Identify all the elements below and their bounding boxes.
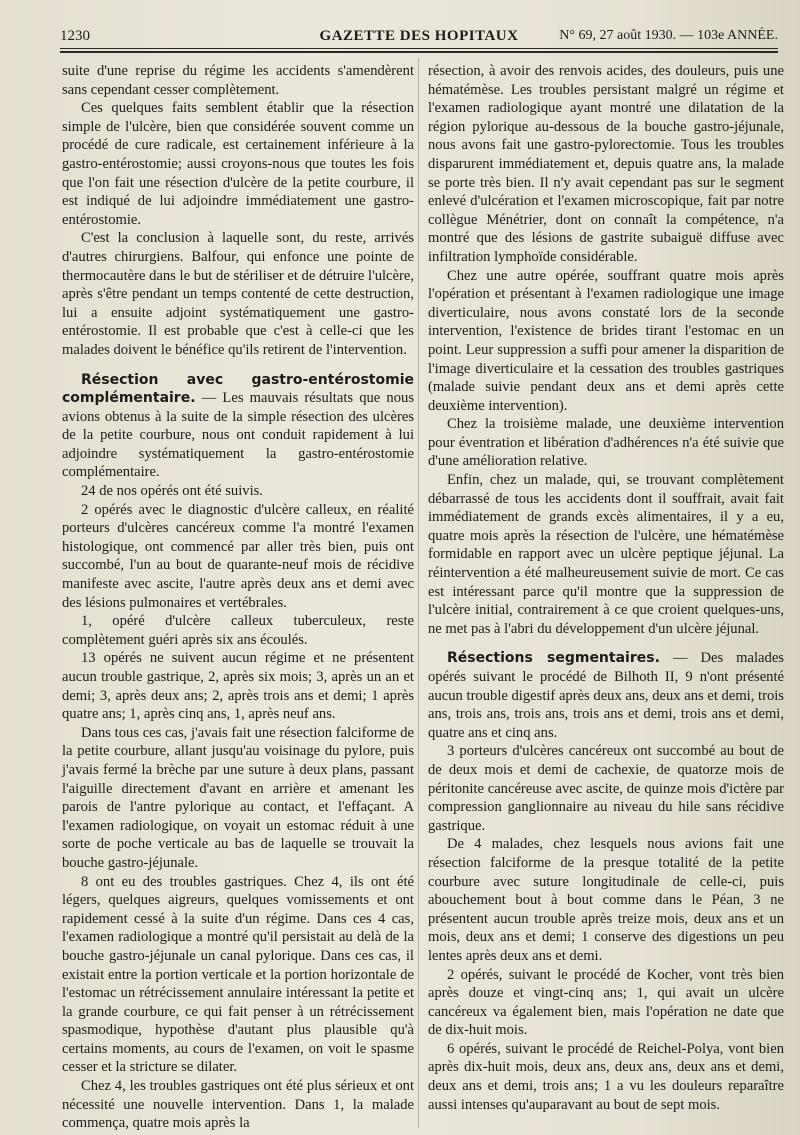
paragraph: 2 opérés avec le diagnostic d'ulcère calleux, en réalité porteurs d'ulcères cancéreux comme l'a montré l'examen histologique, ont commencé par aller très bien, puis ont succombé, l'un au bout de quarante-neuf mois de récidive manifeste avec ascite, l'autre après deux ans et demi avec des lésions pulmonaires et vertébrales. [62, 501, 414, 611]
paragraph: 13 opérés ne suivent aucun régime et ne présentent aucun trouble gastrique, 2, après six mois; 3, après un an et demi; 3, après deux ans; 2, après trois ans et demi; 1 après quatre ans; 1, après cinq ans, 1, après neuf ans. [62, 650, 414, 723]
paragraph: suite d'une reprise du régime les accidents s'amendèrent sans cependant cesser complètement. [62, 63, 414, 98]
section-text: — Les mauvais résultats que nous avions obtenus à la suite de la simple résection des ulcères de la petite courbure, nous ont conduit rapidement à lui adjoindre systématiquement la gastro-entérostomie complémentaire. [62, 390, 414, 481]
paragraph: Ces quelques faits semblent établir que la résection simple de l'ulcère, bien que considérée souvent comme un procédé de cure radicale, est certainement inférieure à la gastro-entérostomie; aussi croyons-nous que toutes les fois que l'on fait une résection d'ulcère de la petite courbure, il est indiqué de lui adjoindre immédiatement une gastro-entérostomie. [62, 100, 414, 228]
header-rule-thin [60, 48, 778, 49]
paragraph: 2 opérés, suivant le procédé de Kocher, vont très bien après douze et vingt-cinq ans; 1, qui avait un ulcère cancéreux va également bien, mais l'opération ne date que de dix-huit mois. [428, 966, 784, 1039]
paragraph: Chez la troisième malade, une deuxième intervention pour éventration et libération d'adhérences n'a été suivie que d'une amélioration relative. [428, 416, 784, 470]
paragraph: 3 porteurs d'ulcères cancéreux ont succombé au bout de de deux mois et demi de cachexie, de quatorze mois de péritonite cancéreuse avec ascite, de quinze mois d'ictère par compression ganglionnaire au niveau du hile sans récidive gastrique. [428, 743, 784, 834]
paragraph: 24 de nos opérés ont été suivis. [80, 483, 263, 500]
paragraph: Enfin, chez un malade, qui, se trouvant complètement débarrassé de tous les accidents dont il souffrait, avait fait immédiatement de grands excès alimentaires, il y a eu, quatre mois après la résection de l'ulcère, une hématémèse formidable en rapport avec un ulcère peptique jéjunal. La réintervention a été malheureusement suivie de mort. Ce cas est intéressant parce qu'il montre que la suppression de l'ulcère initial, contrairement à ce que croient quelques-uns, ne met pas à l'abri du développement d'un ulcère jéjunal. [428, 472, 784, 637]
paragraph: 1, opéré d'ulcère calleux tuberculeux, reste complètement guéri après six ans écoulés. [62, 613, 414, 648]
section-title: Résection avec gastro-entérostomie complémentaire. [62, 371, 414, 407]
section-text: — Des malades opérés suivant le procédé de Bilhoth II, 9 n'ont présenté aucun trouble digestif après deux ans, deux ans et demi, trois ans, trois ans, trois ans, trois ans et demi, trois ans et demi, quatre ans et cinq ans. [428, 650, 784, 741]
journal-title: GAZETTE DES HOPITAUX [319, 28, 519, 44]
page-header [60, 24, 778, 48]
paragraph: 8 ont eu des troubles gastriques. Chez 4, ils ont été légers, quelques aigreurs, quelques vomissements et ont rapidement cessé à la suite d'un régime. Dans ces 4 cas, l'examen radiologique a montré qu'il persistait au delà de la bouche gastro-jéjunale un canal pylorique. Dans ces cas, il existait entre la portion verticale et la portion horizontale de l'estomac un rétrécissement annulaire intéressant la petite et la grande courbure, ce qui fait penser à un rétrécissement spasmodique, hypothèse d'autant plus plausible qu'à certains moments, au cours de l'examen, on voit le spasme cesser et la stricture se dilater. [62, 873, 414, 1076]
paragraph: C'est la conclusion à laquelle sont, du reste, arrivés d'autres chirurgiens. Balfour, qui enfonce une pointe de thermocautère dans le but de stériliser et de détruire l'ulcère, après s'être pendant un temps contenté de cette destruction, lui a ensuite adjoint systématiquement une gastro-entérostomie. Il est probable que c'est à celle-ci que les malades doivent le bénéfice qu'ils retirent de l'intervention. [62, 230, 414, 358]
header-rule-thick [60, 51, 778, 53]
right-column [428, 62, 784, 1114]
paragraph: Dans tous ces cas, j'avais fait une résection falciforme de la petite courbure, allant jusqu'au voisinage du pylore, puis j'avais fermé la brèche par une suture à deux plans, passant l'aiguille directement d'avant en arrière et amenant les parois de l'antre pylorique au contact, et l'effaçant. A l'examen radiologique, on voyait un estomac réduit à une sorte de poche verticale au bas de laquelle se trouvait la bouche gastro-jéjunale. [62, 724, 414, 871]
column-divider [418, 58, 419, 1128]
issue-info: N° 69, 27 août 1930. — 103e ANNÉE. [559, 28, 778, 43]
paragraph: De 4 malades, chez lesquels nous avions fait une résection falciforme de la presque totalité de la petite courbure avec suture longitudinale de celle-ci, puis abouchement bout à bout comme dans le Péan, 3 ne présentent aucun trouble après treize mois, deux ans et un mois, deux ans et demi; 1 conserve des digestions un peu lentes après deux ans et demi. [428, 836, 784, 964]
paragraph: Chez une autre opérée, souffrant quatre mois après l'opération et présentant à l'examen radiologique une image diverticulaire, nous avons constaté lors de la seconde intervention, l'existence de brides tirant l'estomac en un point. Leur suppression a suffi pour amener la disparition de l'image diverticulaire et la cessation des troubles gastriques (malade suivie pendant deux ans et demi après cette deuxième intervention). [428, 267, 784, 414]
paragraph: Chez 4, les troubles gastriques ont été plus sérieux et ont nécessité une nouvelle intervention. Dans 1, la malade commença, quatre mois après la [62, 1078, 414, 1132]
section-paragraph [428, 649, 784, 742]
left-column [62, 62, 414, 1133]
paragraph: 6 opérés, suivant le procédé de Reichel-Polya, vont bien après dix-huit mois, deux ans, deux ans, deux ans et demi, deux ans et demi, trois ans; 1 a vu les douleurs reparaître aussi intenses qu'auparavant au bout de sept mois. [428, 1040, 784, 1113]
page-number: 1230 [60, 28, 90, 44]
section-paragraph [62, 371, 414, 483]
section-title: Résections segmentaires. [446, 650, 660, 667]
paragraph: résection, à avoir des renvois acides, des douleurs, puis une hématémèse. Les troubles persistant malgré un régime et l'examen radiologique ayant montré une dilatation de la région pylorique au-dessous de la bouche gastro-jéjunale, nous avons fait une gastro-pylorectomie. Tous les troubles disparurent immédiatement et, depuis quatre ans, la malade se porte très bien. Il n'y avait cependant pas sur le segment enlevé d'ulcération et l'examen microscopique, fait par notre collègue Ménétrier, dont on connaît la compétence, n'a montré que des lésions de gastrite subaiguë diffuse avec infiltration lymphoïde considérable. [428, 63, 784, 265]
